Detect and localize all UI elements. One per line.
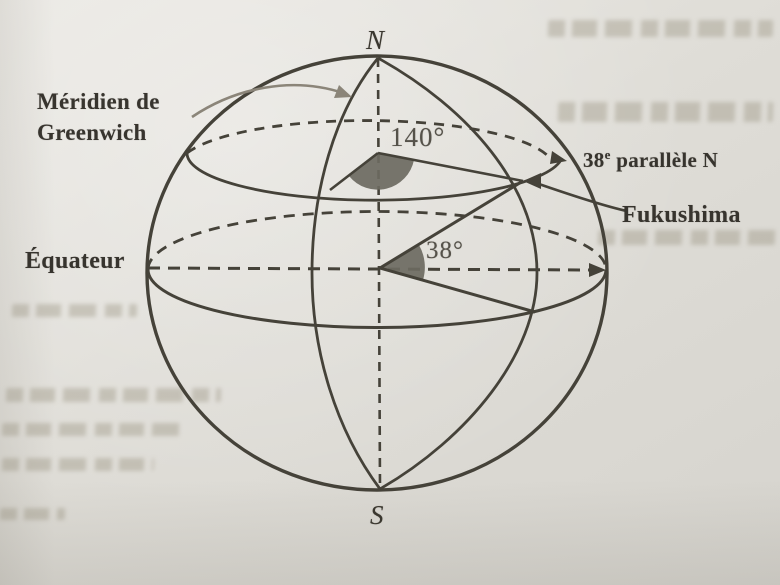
- parallel38-back-arc: [187, 121, 548, 156]
- parallel38-label-ordinal: e: [604, 147, 611, 162]
- parallel38-label-number: 38: [583, 148, 605, 172]
- equator-label: Équateur: [25, 248, 125, 274]
- equator-diameter-line: [148, 268, 592, 270]
- fukushima-label: Fukushima: [622, 202, 741, 228]
- greenwich-callout-arrowhead: [334, 85, 352, 98]
- greenwich-callout-arrow: [192, 85, 343, 117]
- fukushima-leader-arrowhead: [523, 173, 541, 189]
- greenwich-meridian-label-line1: Méridien de: [37, 89, 160, 114]
- south-pole-label: S: [370, 500, 384, 530]
- fukushima-leader-line: [536, 183, 627, 211]
- earth-center-to-equator-point-line: [380, 268, 535, 312]
- longitude-angle-label: 140°: [390, 122, 446, 152]
- parallel38-label-rest: parallèle N: [610, 148, 719, 172]
- greenwich-meridian-label-line2: Greenwich: [37, 120, 147, 146]
- greenwich-meridian-label: [37, 86, 160, 148]
- parallel38-label: [583, 146, 718, 174]
- greenwich-meridian-arc: [312, 58, 380, 489]
- north-pole-label: N: [366, 25, 385, 55]
- latitude-angle-label: 38°: [426, 237, 464, 264]
- polar-axis-line: [378, 58, 380, 489]
